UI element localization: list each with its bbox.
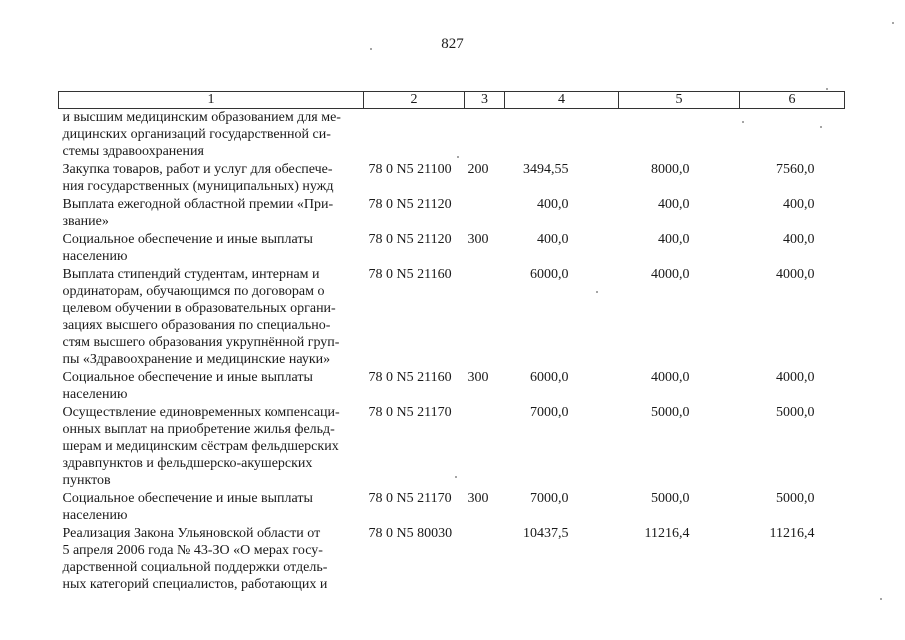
expense-type-code <box>465 525 505 594</box>
description-line: стям высшего образования укрупнённой груп- <box>62 335 340 350</box>
amount-year-1: 400,0 <box>537 197 569 212</box>
row-description <box>59 161 364 196</box>
description-line: Социальное обеспечение и иные выплаты <box>62 232 313 247</box>
description-line: Социальное обеспечение и иные выплаты <box>62 370 313 385</box>
expense-type-code: 200 <box>467 162 489 177</box>
description-line: ординаторам, обучающимся по договорам о <box>62 284 325 299</box>
column-header-1: 1 <box>59 92 364 109</box>
row-description <box>59 231 364 266</box>
table-row <box>59 196 845 231</box>
column-header-3: 3 <box>465 92 505 109</box>
column-header-2: 2 <box>364 92 465 109</box>
description-line: 5 апреля 2006 года № 43-ЗО «О мерах госу- <box>62 543 323 558</box>
description-line: дицинских организаций государственной си- <box>62 127 331 142</box>
scan-speck <box>892 22 894 24</box>
row-description <box>59 266 364 369</box>
description-line: Выплата стипендий студентам, интернам и <box>62 267 320 282</box>
column-header-6: 6 <box>740 92 845 109</box>
amount-year-1: 10437,5 <box>523 526 569 541</box>
scan-speck <box>880 598 882 600</box>
row-description <box>59 525 364 594</box>
expense-type-code <box>465 109 505 162</box>
amount-year-2: 5000,0 <box>651 405 690 420</box>
expense-type-code <box>465 266 505 369</box>
amount-year-1: 7000,0 <box>530 491 569 506</box>
scan-speck <box>596 291 598 293</box>
expense-type-code <box>465 196 505 231</box>
table-row <box>59 231 845 266</box>
description-line: Социальное обеспечение и иные выплаты <box>62 491 313 506</box>
expense-type-code: 300 <box>467 232 489 247</box>
target-code: 78 0 N5 21160 <box>368 370 452 385</box>
row-description <box>59 109 364 162</box>
target-code: 78 0 N5 21100 <box>368 162 452 177</box>
amount-year-2: 8000,0 <box>651 162 690 177</box>
amount-year-2: 5000,0 <box>651 491 690 506</box>
description-line: населению <box>62 508 128 523</box>
expense-type-code <box>465 404 505 490</box>
table-row <box>59 490 845 525</box>
scan-speck <box>826 88 828 90</box>
scan-speck <box>457 156 459 158</box>
amount-year-2: 400,0 <box>658 232 690 247</box>
row-description <box>59 490 364 525</box>
description-line: пы «Здравоохранение и медицинские науки» <box>62 352 331 367</box>
expense-type-code: 300 <box>467 370 489 385</box>
table-header-row <box>59 92 845 109</box>
description-line: ных категорий специалистов, работающих и <box>62 577 328 592</box>
description-line: зациях высшего образования по специально- <box>62 318 331 333</box>
target-code: 78 0 N5 21170 <box>368 491 452 506</box>
target-code: 78 0 N5 21170 <box>368 405 452 420</box>
expense-type-code: 300 <box>467 491 489 506</box>
scan-speck <box>742 121 744 123</box>
table-row <box>59 161 845 196</box>
amount-year-1: 6000,0 <box>530 370 569 385</box>
amount-year-3: 11216,4 <box>769 526 815 541</box>
amount-year-1: 7000,0 <box>530 405 569 420</box>
target-code: 78 0 N5 80030 <box>368 526 453 541</box>
scan-speck <box>820 126 822 128</box>
row-description <box>59 369 364 404</box>
amount-year-3: 7560,0 <box>776 162 815 177</box>
amount-year-1: 400,0 <box>537 232 569 247</box>
amount-year-3: 400,0 <box>783 232 815 247</box>
table-row <box>59 266 845 369</box>
target-code: 78 0 N5 21120 <box>368 232 452 247</box>
amount-year-1: 6000,0 <box>530 267 569 282</box>
description-line: Закупка товаров, работ и услуг для обеспече- <box>62 162 333 177</box>
amount-year-3: 400,0 <box>783 197 815 212</box>
budget-table-sheet <box>58 91 844 594</box>
table-row <box>59 369 845 404</box>
table-row <box>59 404 845 490</box>
amount-year-1 <box>505 109 619 162</box>
amount-year-2: 4000,0 <box>651 370 690 385</box>
description-line: здравпунктов и фельдшерско-акушерских <box>62 456 313 471</box>
column-header-5: 5 <box>619 92 740 109</box>
page-number: 827 <box>441 36 464 52</box>
row-description <box>59 404 364 490</box>
amount-year-3 <box>740 109 845 162</box>
description-line: и высшим медицинским образованием для ме- <box>62 110 341 125</box>
description-line: онных выплат на приобретение жилья фельд- <box>62 422 335 437</box>
description-line: пунктов <box>62 473 111 488</box>
amount-year-2: 4000,0 <box>651 267 690 282</box>
description-line: Реализация Закона Ульяновской области от <box>62 526 321 541</box>
column-header-4: 4 <box>505 92 619 109</box>
description-line: Осуществление единовременных компенсаци- <box>62 405 340 420</box>
description-line: звание» <box>62 214 109 229</box>
target-code: 78 0 N5 21160 <box>368 267 452 282</box>
target-code: 78 0 N5 21120 <box>368 197 452 212</box>
amount-year-3: 5000,0 <box>776 405 815 420</box>
row-description <box>59 196 364 231</box>
amount-year-3: 4000,0 <box>776 370 815 385</box>
description-line: целевом обучении в образовательных органи- <box>62 301 336 316</box>
amount-year-1: 3494,55 <box>523 162 569 177</box>
target-code <box>364 109 465 162</box>
amount-year-2: 400,0 <box>658 197 690 212</box>
description-line: стемы здравоохранения <box>62 144 204 159</box>
description-line: населению <box>62 249 128 264</box>
description-line: дарственной социальной поддержки отдель- <box>62 560 328 575</box>
description-line: населению <box>62 387 128 402</box>
budget-table <box>58 91 845 594</box>
amount-year-2 <box>619 109 740 162</box>
scan-speck <box>370 48 372 50</box>
amount-year-3: 4000,0 <box>776 267 815 282</box>
description-line: Выплата ежегодной областной премии «При- <box>62 197 334 212</box>
amount-year-3: 5000,0 <box>776 491 815 506</box>
description-line: шерам и медицинским сёстрам фельдшерских <box>62 439 339 454</box>
scan-speck <box>455 476 457 478</box>
table-row <box>59 109 845 162</box>
description-line: ния государственных (муниципальных) нужд <box>62 179 334 194</box>
table-row <box>59 525 845 594</box>
amount-year-2: 11216,4 <box>644 526 690 541</box>
